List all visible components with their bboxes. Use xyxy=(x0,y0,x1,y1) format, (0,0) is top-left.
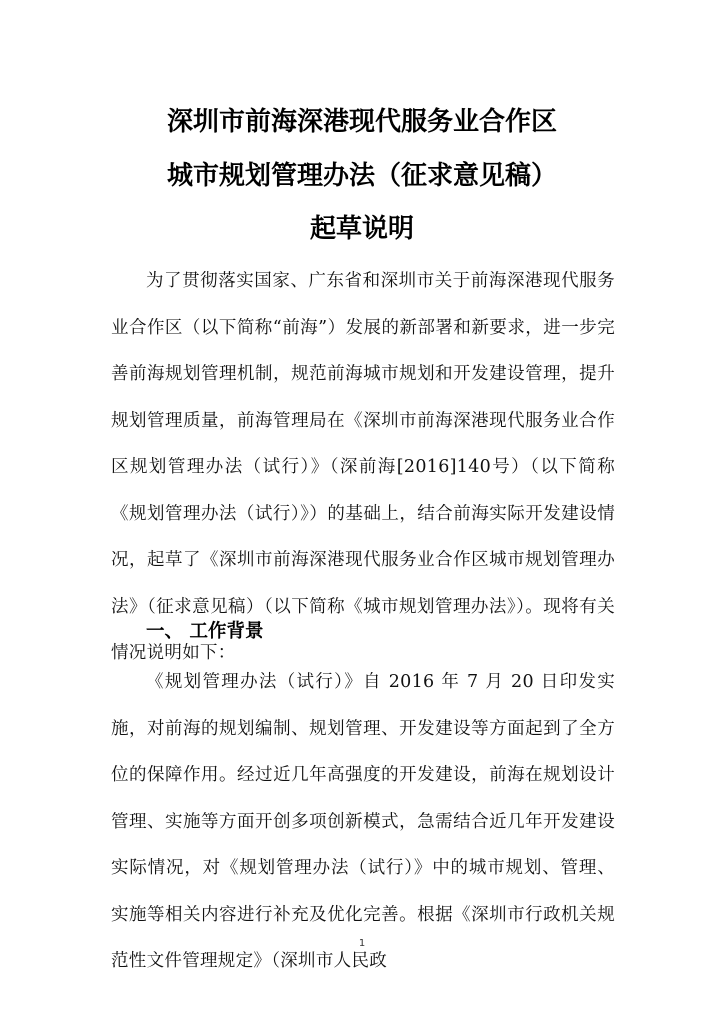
page-number: 1 xyxy=(358,938,366,949)
intro-paragraph: 为了贯彻落实国家、广东省和深圳市关于前海深港现代服务业合作区（以下简称“前海”）发展的新部署和新要求，进一步完善前海规划管理机制，规范前海城市规划和开发建设管理，提升规划管理质量，前海管理局在《深圳市前海深港现代服务业合作区规划管理办法（试行）》（深前海[2016]140号）（以下简称《规划管理办法（试行）》）的基础上，结合前海实际开发建设情况，起草了《深圳市前海深港现代服务业合作区城市规划管理办法》（征求意见稿）（以下简称《城市规划管理办法》）。现将有关情况说明如下： xyxy=(111,271,615,663)
document-subtitle: 起草说明 xyxy=(309,214,414,244)
document-title-line-1: 深圳市前海深港现代服务业合作区 xyxy=(166,107,557,137)
document-title-line-2: 城市规划管理办法（征求意见稿） xyxy=(166,161,557,191)
background-paragraph: 《规划管理办法（试行）》自 2016 年 7 月 20 日印发实施，对前海的规划编制、规划管理、开发建设等方面起到了全方位的保障作用。经过近几年高强度的开发建设，前海在规划设计管理、实施等方面开创多项创新模式，急需结合近几年开发建设实际情况，对《规划管理办法（试行）》中的城市规划、管理、实施等相关内容进行补充及优化完善。根据《深圳市行政机关规范性文件管理规定》（深圳市人民政 xyxy=(111,672,615,971)
section-heading-background: 一、 工作背景 xyxy=(146,621,264,642)
